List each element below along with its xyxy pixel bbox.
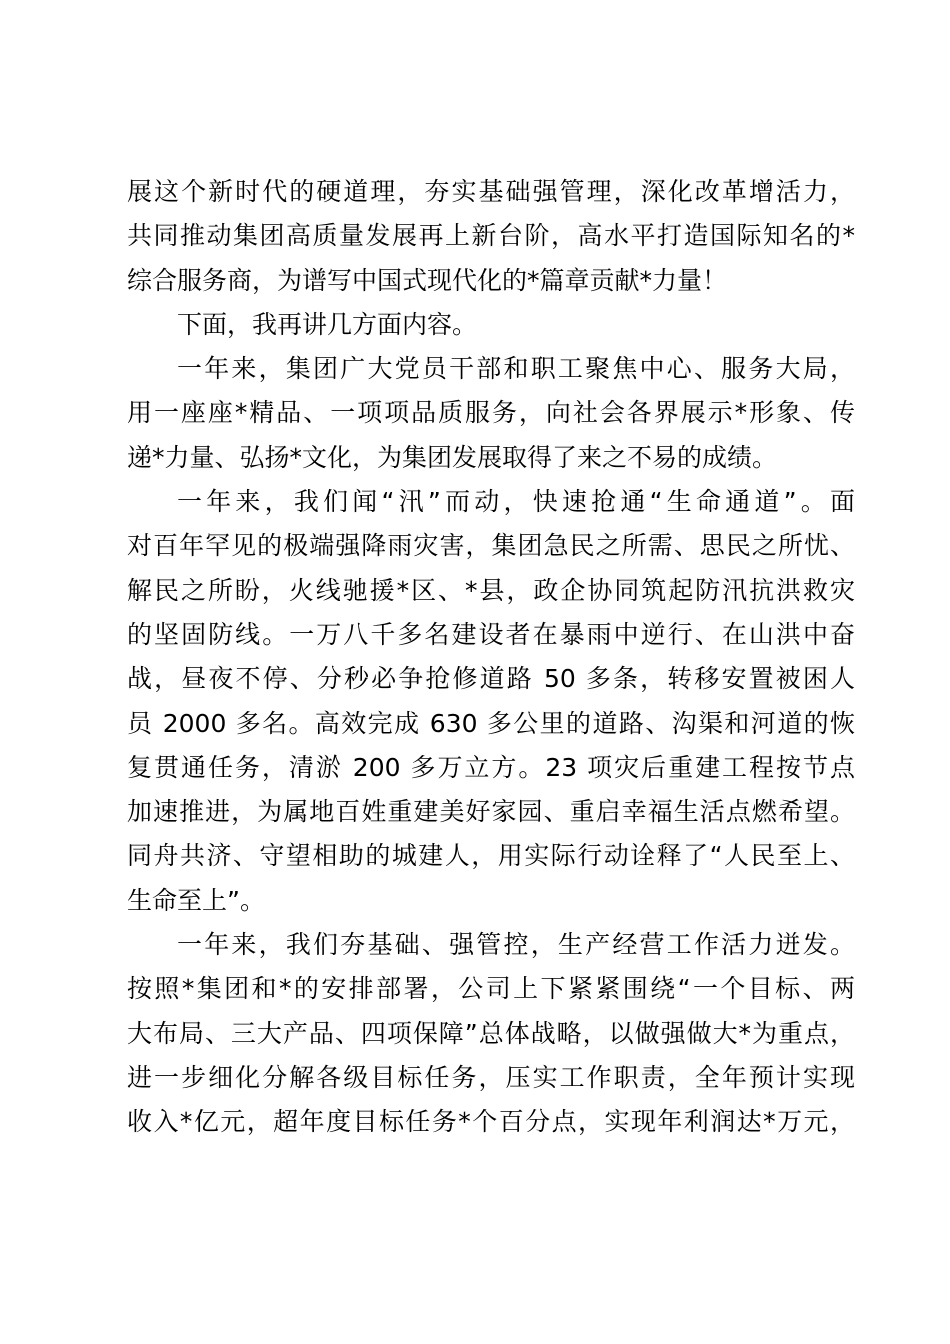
- paragraph-5-line-4: 进一步细化分解各级目标任务，压实工作职责，全年预计实现: [127, 1062, 855, 1092]
- paragraph-4-line-5: 战，昼夜不停、分秒必争抢修道路 50 多条，转移安置被困人: [127, 664, 855, 694]
- paragraph-5-line-3: 大布局、三大产品、四项保障”总体战略，以做强做大*为重点，: [127, 1018, 855, 1048]
- paragraph-1-line-3: 综合服务商，为谱写中国式现代化的*篇章贡献*力量！: [127, 265, 728, 295]
- paragraph-4-line-9: 同舟共济、守望相助的城建人，用实际行动诠释了“人民至上、: [127, 841, 855, 871]
- paragraph-4-line-4: 的坚固防线。一万八千多名建设者在暴雨中逆行、在山洪中奋: [127, 619, 855, 649]
- paragraph-3-line-3: 递*力量、弘扬*文化，为集团发展取得了来之不易的成绩。: [127, 442, 778, 472]
- body-text: [127, 170, 855, 1145]
- paragraph-5-line-5: 收入*亿元，超年度目标任务*个百分点，实现年利润达*万元，: [127, 1107, 855, 1137]
- paragraph-2-line-1: 下面，我再讲几方面内容。: [177, 309, 478, 339]
- paragraph-1-line-1: 展这个新时代的硬道理，夯实基础强管理，深化改革增活力，: [127, 177, 855, 206]
- paragraph-4-line-6: 员 2000 多名。高效完成 630 多公里的道路、沟渠和河道的恢: [127, 708, 855, 738]
- paragraph-4-line-2: 对百年罕见的极端强降雨灾害，集团急民之所需、思民之所忧、: [127, 531, 855, 561]
- paragraph-1-line-2: 共同推动集团高质量发展再上新台阶，高水平打造国际知名的*: [127, 221, 855, 251]
- paragraph-5-line-2: 按照*集团和*的安排部署，公司上下紧紧围绕“一个目标、两: [127, 974, 855, 1004]
- paragraph-5-line-1: 一年来，我们夯基础、强管控，生产经营工作活力迸发。: [177, 930, 855, 960]
- paragraph-3-line-2: 用一座座*精品、一项项品质服务，向社会各界展示*形象、传: [127, 398, 855, 428]
- paragraph-4-line-8: 加速推进，为属地百姓重建美好家园、重启幸福生活点燃希望。: [127, 797, 855, 827]
- paragraph-4-line-1: 一年来，我们闻“汛”而动，快速抢通“生命通道”。面: [177, 487, 855, 517]
- paragraph-4-line-10: 生命至上”。: [127, 885, 265, 915]
- paragraph-4-line-7: 复贯通任务，清淤 200 多万立方。23 项灾后重建工程按节点: [127, 752, 855, 782]
- paragraph-3-line-1: 一年来，集团广大党员干部和职工聚焦中心、服务大局，: [177, 354, 855, 384]
- paragraph-4-line-3: 解民之所盼，火线驰援*区、*县，政企协同筑起防汛抗洪救灾: [127, 575, 855, 605]
